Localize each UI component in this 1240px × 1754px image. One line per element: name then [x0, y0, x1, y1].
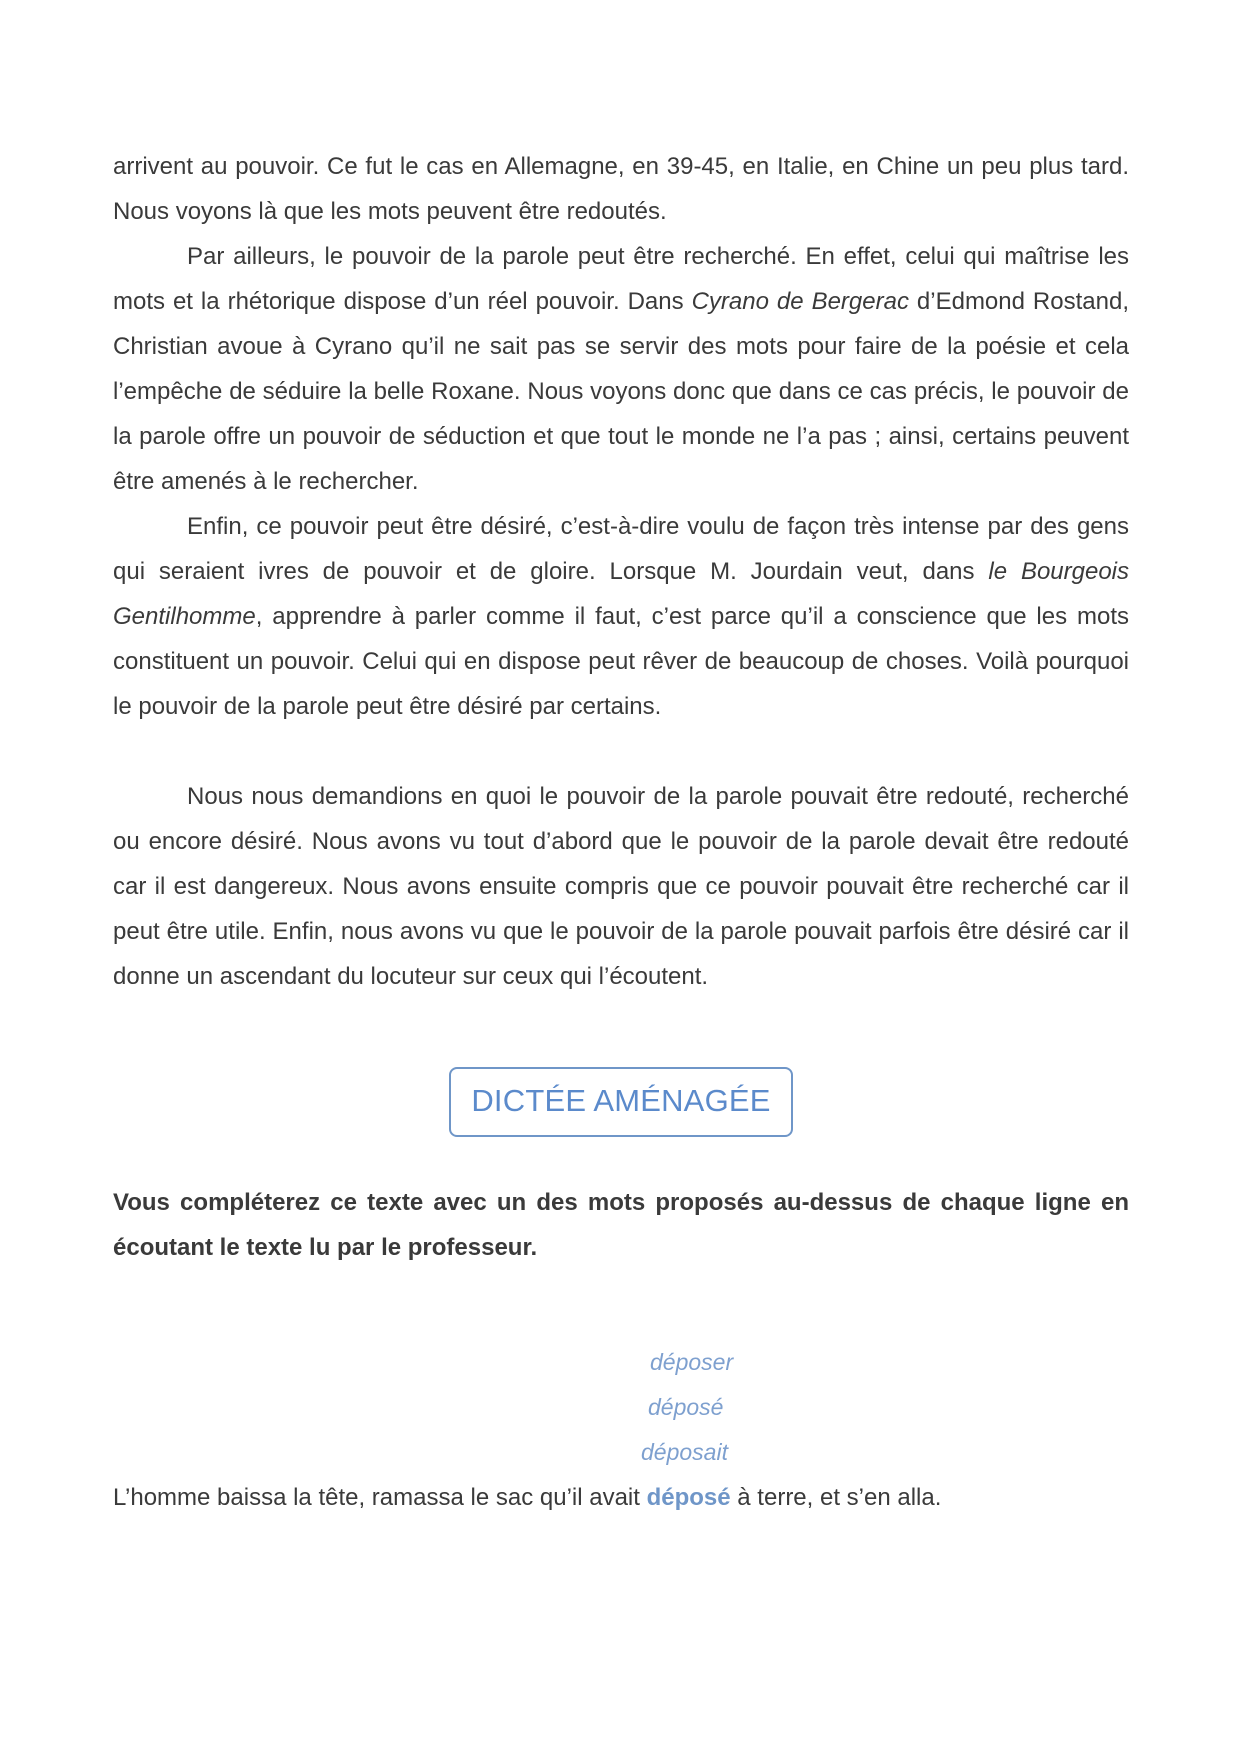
paragraph-2: [113, 234, 1129, 504]
paragraph-2-title-cyrano: Cyrano de Bergerac: [691, 288, 909, 315]
paragraph-3-text-after: , apprendre à parler comme il faut, c’est parce qu’il a conscience que les mots constituent un pouvoir. Celui qui en dispose peut rêver de beaucoup de choses. Voilà pourquoi le pouvoir de la parole peut être désiré par certains.: [113, 603, 1129, 720]
paragraph-1-text: arrivent au pouvoir. Ce fut le cas en Allemagne, en 39-45, en Italie, en Chine un peu plus tard. Nous voyons là que les mots peuvent être redoutés.: [113, 153, 1129, 225]
choice-option-2: déposé: [648, 1394, 724, 1420]
paragraph-3-text-before: Enfin, ce pouvoir peut être désiré, c’est-à-dire voulu de façon très intense par des gens qui seraient ivres de pouvoir et de gloire. Lorsque M. Jourdain veut, dans: [113, 513, 1129, 585]
section-title: DICTÉE AMÉNAGÉE: [449, 1067, 792, 1137]
conclusion-paragraph: [113, 774, 1129, 999]
sentence-after: à terre, et s’en alla.: [730, 1484, 942, 1511]
sentence-before: L’homme baissa la tête, ramassa le sac qu’il avait: [113, 1484, 647, 1511]
answer-word: déposé: [646, 1484, 731, 1511]
exercise-sentence: [113, 1475, 1129, 1520]
choice-option-3: déposait: [641, 1439, 728, 1465]
exercise-instructions: Vous compléterez ce texte avec un des mots proposés au-dessus de chaque ligne en écoutant le texte lu par le professeur.: [113, 1189, 1129, 1261]
paragraph-1: [113, 144, 1129, 234]
paragraph-2-text-after: d’Edmond Rostand, Christian avoue à Cyrano qu’il ne sait pas se servir des mots pour faire de la poésie et cela l’empêche de séduire la belle Roxane. Nous voyons donc que dans ce cas précis, le pouvoir de la parole offre un pouvoir de séduction et que tout le monde ne l’a pas ; ainsi, certains peuvent être amenés à le rechercher.: [113, 288, 1129, 495]
document-page: [113, 144, 1129, 1520]
paragraph-gap: [113, 729, 1129, 774]
paragraph-3: [113, 504, 1129, 729]
choice-option-1: déposer: [650, 1349, 734, 1375]
paragraph-2-text-before: Par ailleurs, le pouvoir de la parole peut être recherché. En effet, celui qui maîtrise les mots et la rhétorique dispose d’un réel pouvoir. Dans: [113, 243, 1129, 315]
conclusion-text: Nous nous demandions en quoi le pouvoir de la parole pouvait être redouté, recherché ou encore désiré. Nous avons vu tout d’abord que le pouvoir de la parole devait être redouté car il est dangereux. Nous avons ensuite compris que ce pouvoir pouvait être recherché car il peut être utile. Enfin, nous avons vu que le pouvoir de la parole pouvait parfois être désiré car il donne un ascendant du locuteur sur ceux qui l’écoutent.: [113, 783, 1129, 990]
section-title-wrap: [113, 1067, 1129, 1137]
word-choices: [113, 1340, 1129, 1475]
paragraph-3-title-bourgeois: le Bourgeois Gentilhomme: [113, 558, 1130, 630]
